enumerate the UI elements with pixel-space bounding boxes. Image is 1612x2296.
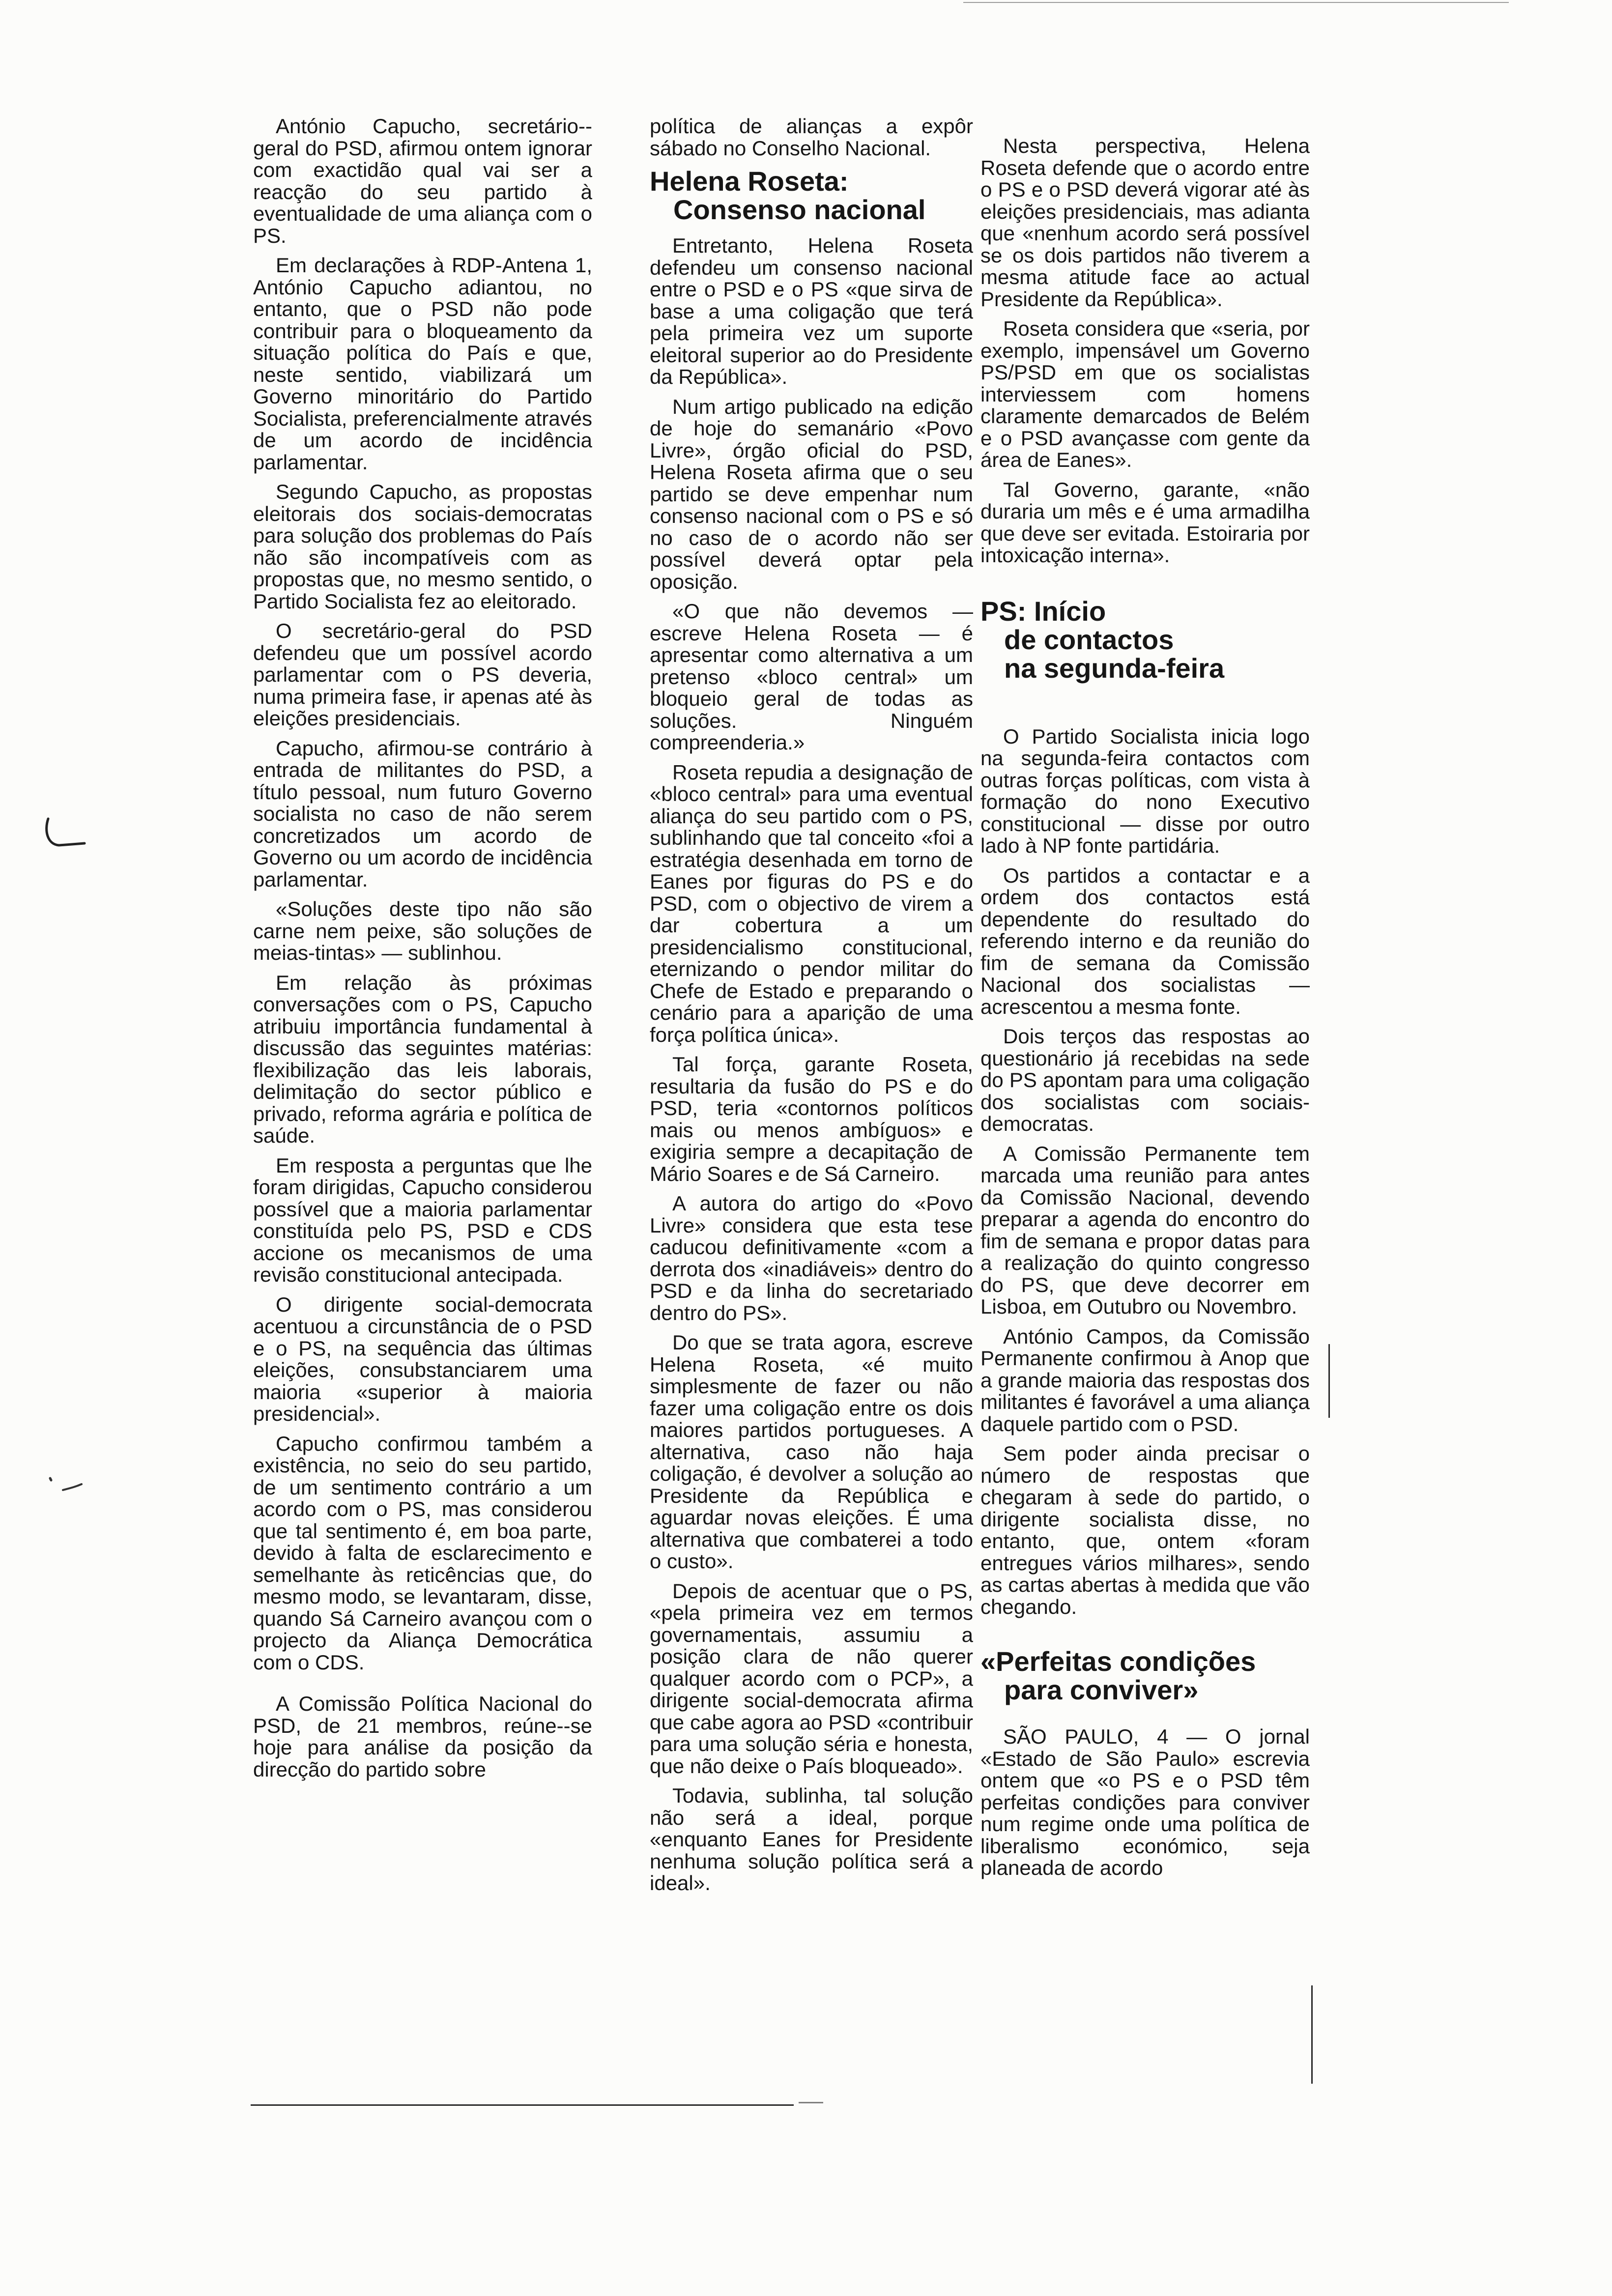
paragraph: Os partidos a contactar e a ordem dos contactos está dependente do resultado do referendo interno e da reunião do fim de semana da Comissão Nacional dos socialistas — acrescentou a mesma fonte. bbox=[980, 863, 1310, 1018]
paragraph: António Capucho, secretário--geral do PSD, afirmou ontem ignorar com exactidão qual vai ser a reacção do seu partido à eventualidade de uma aliança com o PS. bbox=[253, 115, 592, 247]
column-edge-mark bbox=[1328, 1344, 1330, 1418]
heading-line: «Perfeitas condições bbox=[980, 1646, 1256, 1677]
paragraph: «Soluções deste tipo não são carne nem peixe, são soluções de meias-tintas» — sublinhou. bbox=[253, 897, 592, 964]
heading-line: Helena Roseta: bbox=[650, 166, 849, 197]
paragraph: Nesta perspectiva, Helena Roseta defende que o acordo entre o PS e o PSD deverá vigorar até às eleições presidenciais, mas adianta que «nenhum acordo será possível se os dois partidos não tiverem a mesma atitude face ao actual Presidente da República». bbox=[980, 134, 1310, 311]
paragraph: «O que não devemos — escreve Helena Roseta — é apresentar como alternativa a um pretenso «bloco central» um bloqueio geral de todas as soluções. Ninguém compreenderia.» bbox=[650, 600, 973, 754]
paragraph: Em relação às próximas conversações com o PS, Capucho atribuiu importância fundamental à discussão das seguintes matérias: flexibilização das leis laborais, delimitação do sector público e privado, reforma agrária e política de saúde. bbox=[253, 971, 592, 1147]
section-heading-ps-inicio bbox=[980, 597, 1310, 683]
paragraph: Num artigo publicado na edição de hoje do semanário «Povo Livre», órgão oficial do PSD, Helena Roseta afirma que o seu partido se deve empenhar num consenso nacional com o PS e só no caso de o acordo não ser possível deverá optar pela oposição. bbox=[650, 395, 973, 593]
paragraph: Segundo Capucho, as propostas eleitorais dos sociais-democratas para solução dos problemas do País não são incompatíveis com as propostas que, no mesmo sentido, o Partido Socialista fez ao eleitorado. bbox=[253, 480, 592, 613]
bottom-rule bbox=[251, 2104, 794, 2106]
paragraph: Capucho, afirmou-se contrário à entrada de militantes do PSD, a título pessoal, num futuro Governo socialista no caso de não serem concretizados um acordo de Governo ou um acordo de incidência parlamentar. bbox=[253, 736, 592, 891]
column-edge-mark bbox=[1311, 1985, 1313, 2084]
heading-line: Consenso nacional bbox=[673, 194, 926, 225]
paragraph: A autora do artigo do «Povo Livre» considera que esta tese caducou definitivamente «com a derrota dos «inadiáveis» dentro do PSD e da linha do secretariado dentro do PS». bbox=[650, 1192, 973, 1324]
paragraph: Do que se trata agora, escreve Helena Roseta, «é muito simplesmente de fazer ou não fazer uma coligação entre os dois maiores partidos portugueses. A alternativa, caso não haja coligação, é devolver a solução ao Presidente da República e aguardar novas eleições. É uma alternativa que combaterei a todo o custo». bbox=[650, 1331, 973, 1573]
paragraph: SÃO PAULO, 4 — O jornal «Estado de São Paulo» escrevia ontem que «o PS e o PSD têm perfeitas condições para conviver num regime onde uma política de liberalismo económico, seja planeada de acordo bbox=[980, 1725, 1310, 1879]
paragraph: Em resposta a perguntas que lhe foram dirigidas, Capucho considerou possível que a maioria parlamentar constituída pelo PS, PSD e CDS accione os mecanismos de uma revisão constitucional antecipada. bbox=[253, 1153, 592, 1286]
heading-line: de contactos bbox=[1004, 624, 1174, 655]
paragraph: O dirigente social-democrata acentuou a circunstância de o PSD e o PS, na sequência das últimas eleições, consubstanciarem uma maioria «superior à maioria presidencial». bbox=[253, 1292, 592, 1425]
article-column-2 bbox=[650, 115, 973, 1902]
heading-line: na segunda-feira bbox=[1004, 652, 1225, 684]
paragraph: Depois de acentuar que o PS, «pela primeira vez em termos governamentais, assumiu a posição clara de não querer qualquer acordo com o PCP», a dirigente social-democrata afirma que cabe agora ao PSD «contribuir para uma solução séria e honesta, que não deixe o País bloqueado». bbox=[650, 1579, 973, 1778]
scan-mark-icon bbox=[43, 1469, 87, 1499]
paragraph: Todavia, sublinha, tal solução não será a ideal, porque «enquanto Eanes for Presidente nenhuma solução política será a ideal». bbox=[650, 1784, 973, 1894]
paragraph: Entretanto, Helena Roseta defendeu um consenso nacional entre o PSD e o PS «que sirva de base a uma coligação que terá pela primeira vez um suporte eleitoral superior ao do Presidente da República». bbox=[650, 234, 973, 388]
paragraph: Sem poder ainda precisar o número de respostas que chegaram à sede do partido, o dirigente socialista disse, no entanto, que, ontem «foram entregues vários milhares», sendo as cartas abertas à medida que vão chegando. bbox=[980, 1442, 1310, 1618]
heading-line: para conviver» bbox=[1004, 1674, 1199, 1705]
paragraph: Tal força, garante Roseta, resultaria da fusão do PS e do PSD, teria «contornos políticos mais ou menos ambíguos» e exigiria sempre a decapitação de Mário Soares e de Sá Carneiro. bbox=[650, 1053, 973, 1185]
paragraph: António Campos, da Comissão Permanente confirmou à Anop que a grande maioria das respostas dos militantes é favorável a uma aliança daquele partido com o PSD. bbox=[980, 1324, 1310, 1435]
paragraph: Capucho confirmou também a existência, no seio do seu partido, de um sentimento contrário a um acordo com o PS, mas considerou que tal sentimento é, em boa parte, devido à falta de esclarecimento e semelhante às reticências que, do mesmo modo, se levantaram, disse, quando Sá Carneiro avançou com o projecto da Aliança Democrática com o CDS. bbox=[253, 1432, 592, 1674]
paragraph: Tal Governo, garante, «não duraria um mês e é uma armadilha que deve ser evitada. Estoiraria por intoxicação interna». bbox=[980, 478, 1310, 567]
paragraph: Em declarações à RDP-Antena 1, António Capucho adiantou, no entanto, que o PSD não pode contribuir para o bloqueamento da situação política do País e que, neste sentido, viabilizará um Governo minoritário do Partido Socialista, preferencialmente através de um acordo de incidência parlamentar. bbox=[253, 254, 592, 474]
paragraph: A Comissão Permanente tem marcada uma reunião para antes da Comissão Nacional, devendo preparar a agenda do encontro do fim de semana e propor datas para a realização do quinto congresso do PS, que deve decorrer em Lisboa, em Outubro ou Novembro. bbox=[980, 1142, 1310, 1318]
paragraph: Roseta repudia a designação de «bloco central» para uma eventual aliança do seu partido com o PS, sublinhando que tal conceito «foi a estratégia desenhada em torno de Eanes por figuras do PS e do PSD, com o objectivo de virem a dar cobertura a um presidencialismo constitucional, eternizando o pendor militar do Chefe de Estado e preparando o cenário para a aparição de uma força política única». bbox=[650, 760, 973, 1046]
scan-mark-icon bbox=[39, 816, 93, 855]
bottom-rule-short bbox=[799, 2102, 823, 2103]
paragraph: O Partido Socialista inicia logo na segunda-feira contactos com outras forças políticas, com vista à formação do nono Executivo constitucional — disse por outro lado à NP fonte partidária. bbox=[980, 724, 1310, 857]
heading-line: PS: Início bbox=[980, 595, 1106, 627]
section-heading-perfeitas-condicoes bbox=[980, 1647, 1310, 1704]
article-column-3 bbox=[980, 135, 1310, 1887]
paragraph: Roseta considera que «seria, por exemplo, impensável um Governo PS/PSD em que os socialistas interviessem com homens claramente demarcados de Belém e o PSD avançasse com gente da área de Eanes». bbox=[980, 317, 1310, 471]
article-column-1 bbox=[253, 115, 592, 1788]
paragraph: O secretário-geral do PSD defendeu que um possível acordo parlamentar com o PS deveria, numa primeira fase, ir apenas até às eleições presidenciais. bbox=[253, 619, 592, 730]
paragraph: Dois terços das respostas ao questionário já recebidas na sede do PS apontam para uma coligação dos socialistas com sociais-democratas. bbox=[980, 1025, 1310, 1135]
paragraph: política de alianças a expôr sábado no Conselho Nacional. bbox=[650, 115, 973, 160]
section-heading-helena-roseta bbox=[650, 167, 973, 224]
paragraph: A Comissão Política Nacional do PSD, de 21 membros, reúne--se hoje para análise da posição da direcção do partido sobre bbox=[253, 1692, 592, 1781]
top-rule bbox=[963, 2, 1509, 3]
